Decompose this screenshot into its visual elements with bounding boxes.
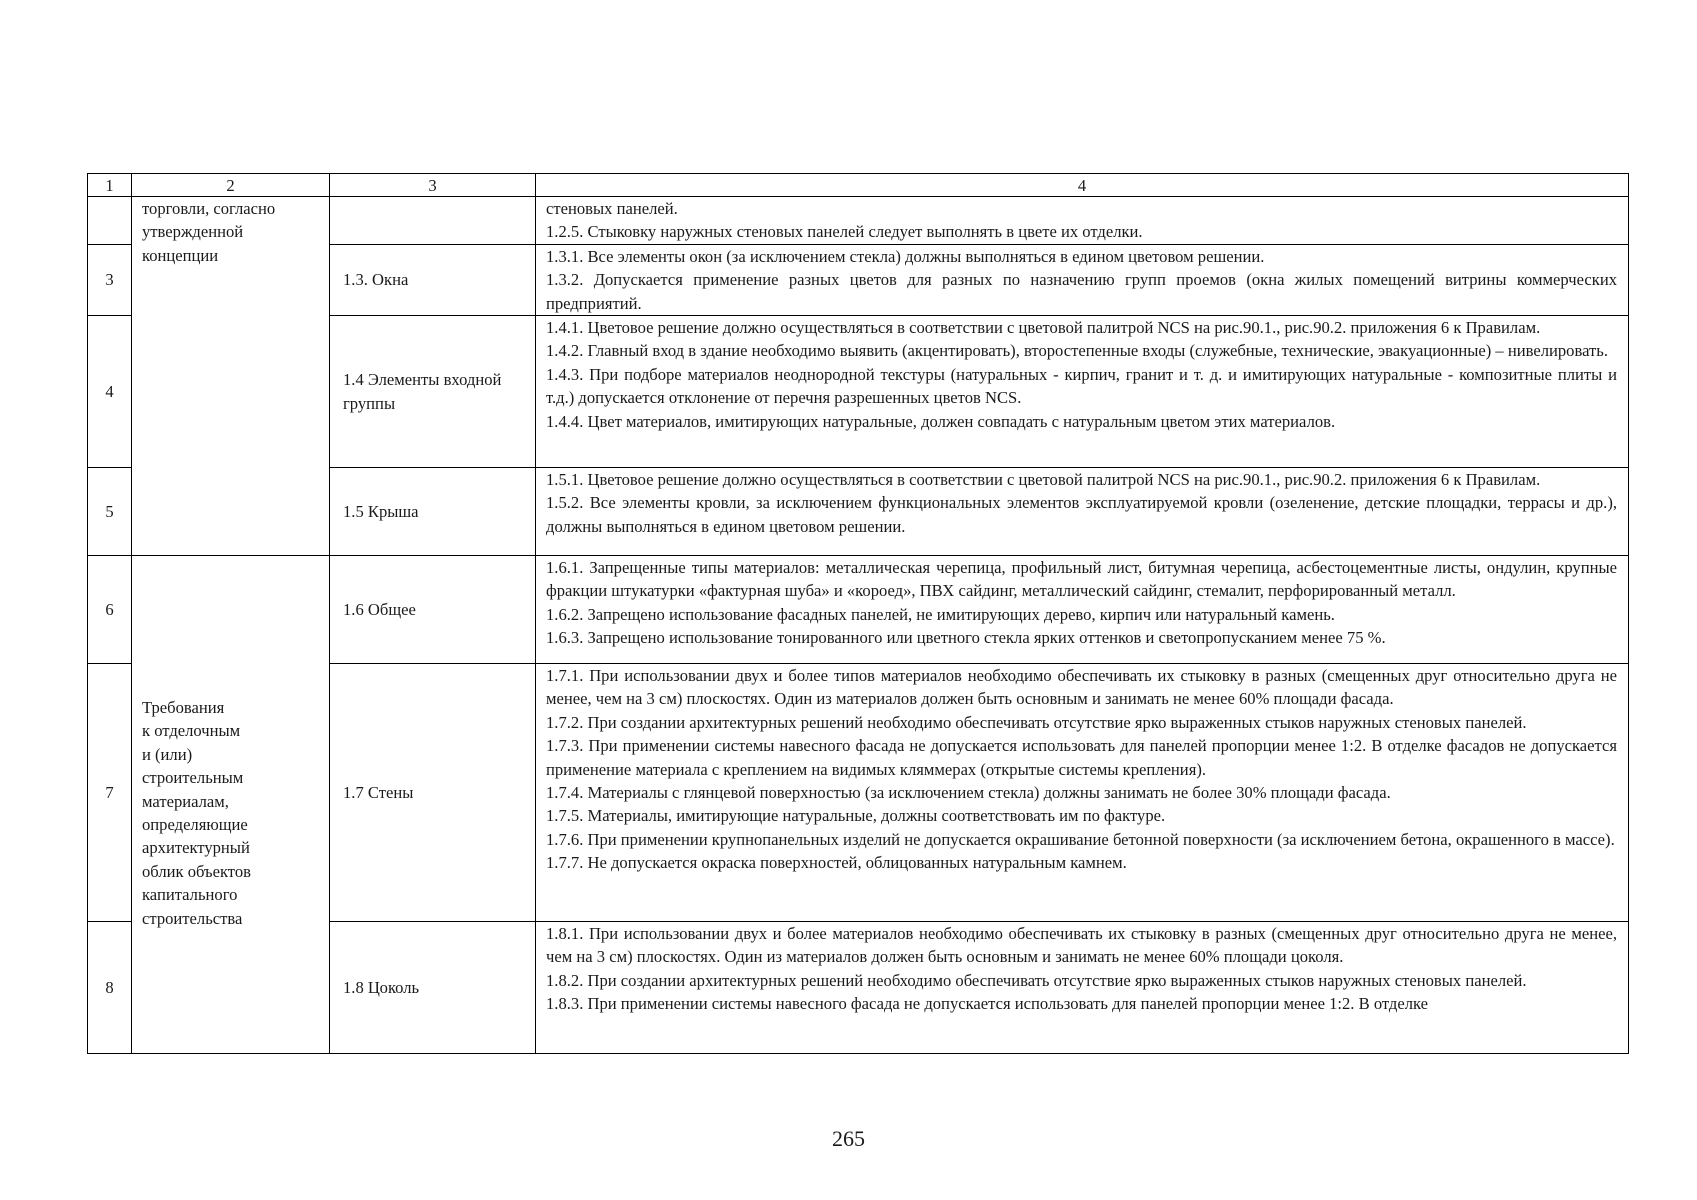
element-name: 1.4 Элементы входной группы (330, 316, 536, 468)
requirement-item: 1.2.5. Стыковку наружных стеновых панелей следует выполнять в цвете их отделки. (546, 222, 1143, 242)
category-line: строительным (142, 768, 244, 788)
category-line: торговли, согласно (142, 199, 276, 218)
requirement-item: 1.6.2. Запрещено использование фасадных панелей, не имитирующих дерево, кирпич или натуральный камень. (546, 604, 1335, 624)
column-number-row (88, 174, 1629, 197)
requirement-item: 1.4.1. Цветовое решение должно осуществляться в соответствии с цветовой палитрой NCS на рис.90.1., рис.90.2. приложения 6 к Правилам. (546, 318, 1541, 338)
column-number: 2 (132, 174, 330, 197)
requirement-item: 1.5.2. Все элементы кровли, за исключением функциональных элементов эксплуатируемой кровли (озеленение, детские площадки, террасы и др.), должны выполняться в едином цветовом решении. (546, 493, 1617, 536)
requirements-cell (536, 922, 1629, 1054)
category-line: к отделочным (142, 721, 241, 741)
category-line: архитектурный (142, 838, 250, 858)
requirements-table (87, 173, 1629, 1054)
row-number: 3 (88, 244, 132, 315)
requirements-cell (536, 197, 1629, 245)
element-name: 1.8 Цоколь (330, 922, 536, 1054)
requirements-cell (536, 556, 1629, 664)
requirement-item: 1.7.1. При использовании двух и более типов материалов необходимо обеспечивать их стыковку в разных (смещенных друг относительно друга не менее, чем на 3 см) плоскостях. Один из материалов должен быть основным и занимать не менее 60% площади фасада. (546, 666, 1617, 709)
category-line: капитального (142, 885, 238, 905)
requirement-item: стеновых панелей. (546, 199, 678, 218)
element-name (330, 197, 536, 245)
category-line: определяющие (142, 815, 248, 835)
column-number: 4 (536, 174, 1629, 197)
table-row (88, 556, 1629, 664)
row-number: 5 (88, 468, 132, 556)
requirement-item: 1.4.3. При подборе материалов неоднородной текстуры (натуральных - кирпич, гранит и т. д. и имитирующих натуральные - композитные плиты и т.д.) допускается отклонение от перечня разрешенных цветов NCS. (546, 364, 1617, 408)
requirement-item: 1.6.3. Запрещено использование тонированного или цветного стекла ярких оттенков и светопропусканием менее 75 %. (546, 628, 1386, 648)
requirement-item: 1.8.3. При применении системы навесного фасада не допускается использовать для панелей пропорции менее 1:2. В отделке (546, 994, 1429, 1014)
row-number: 4 (88, 316, 132, 468)
requirement-item: 1.7.6. При применении крупнопанельных изделий не допускается окрашивание бетонной поверхности (за исключением бетона, окрашенного в массе). (546, 829, 1615, 849)
category-line: Требования (142, 698, 225, 718)
element-name: 1.7 Стены (330, 664, 536, 922)
requirement-item: 1.3.1. Все элементы окон (за исключением стекла) должны выполняться в едином цветовом решении. (546, 246, 1265, 266)
element-name: 1.5 Крыша (330, 468, 536, 556)
requirement-item: 1.4.4. Цвет материалов, имитирующих натуральные, должен совпадать с натуральным цветом этих материалов. (546, 411, 1336, 431)
row-number: 6 (88, 556, 132, 664)
row-number: 7 (88, 664, 132, 922)
requirement-item: 1.8.1. При использовании двух и более материалов необходимо обеспечивать их стыковку в разных (смещенных друг относительно друга не менее, чем на 3 см) плоскостях. Один из материалов должен быть основным и занимать не менее 60% площади цоколя. (546, 924, 1617, 967)
element-name: 1.6 Общее (330, 556, 536, 664)
page-number: 265 (832, 1126, 865, 1151)
requirement-item: 1.8.2. При создании архитектурных решений необходимо обеспечивать отсутствие ярко выраженных стыков наружных стеновых панелей. (546, 970, 1527, 990)
column-number: 1 (88, 174, 132, 197)
column-number: 3 (330, 174, 536, 197)
category-line: строительства (142, 908, 243, 928)
category-line: концепции (142, 245, 219, 265)
requirement-item: 1.7.5. Материалы, имитирующие натуральные, должны соответствовать им по фактуре. (546, 806, 1166, 826)
category-cell-materials (132, 556, 330, 1054)
requirement-item: 1.7.2. При создании архитектурных решений необходимо обеспечивать отсутствие ярко выраженных стыков наружных стеновых панелей. (546, 712, 1527, 732)
requirements-cell (536, 244, 1629, 315)
requirement-item: 1.7.4. Материалы с глянцевой поверхностью (за исключением стекла) должны занимать не более 30% площади фасада. (546, 783, 1391, 803)
requirement-item: 1.6.1. Запрещенные типы материалов: металлическая черепица, профильный лист, битумная черепица, асбестоцементные листы, ондулин, крупные фракции штукатурки «фактурная шуба» и «короед», ПВХ сайдинг, металлический сайдинг, стемалит, перфорированный металл. (546, 558, 1617, 601)
category-cell-continued (132, 197, 330, 556)
requirement-item: 1.4.2. Главный вход в здание необходимо выявить (акцентировать), второстепенные входы (служебные, технические, эвакуационные) – нивелировать. (546, 341, 1608, 361)
requirements-cell (536, 664, 1629, 922)
requirement-item: 1.3.2. Допускается применение разных цветов для разных по назначению групп проемов (окна жилых помещений витрины коммерческих предприятий. (546, 270, 1617, 313)
requirement-item: 1.7.3. При применении системы навесного фасада не допускается использовать для панелей пропорции менее 1:2. В отделке фасадов не допускается применение материала с креплением на видимых кляммерах (открытые системы крепления). (546, 736, 1617, 779)
row-number: 8 (88, 922, 132, 1054)
category-line: материалам, (142, 791, 229, 811)
category-line: утвержденной (142, 222, 244, 242)
requirements-cell (536, 468, 1629, 556)
requirement-item: 1.5.1. Цветовое решение должно осуществляться в соответствии с цветовой палитрой NCS на рис.90.1., рис.90.2. приложения 6 к Правилам. (546, 470, 1541, 490)
table-row (88, 197, 1629, 245)
category-line: и (или) (142, 744, 193, 764)
category-line: облик объектов (142, 861, 251, 881)
requirement-item: 1.7.7. Не допускается окраска поверхностей, облицованных натуральным камнем. (546, 853, 1127, 873)
element-name: 1.3. Окна (330, 244, 536, 315)
requirements-cell (536, 316, 1629, 468)
row-number (88, 197, 132, 245)
